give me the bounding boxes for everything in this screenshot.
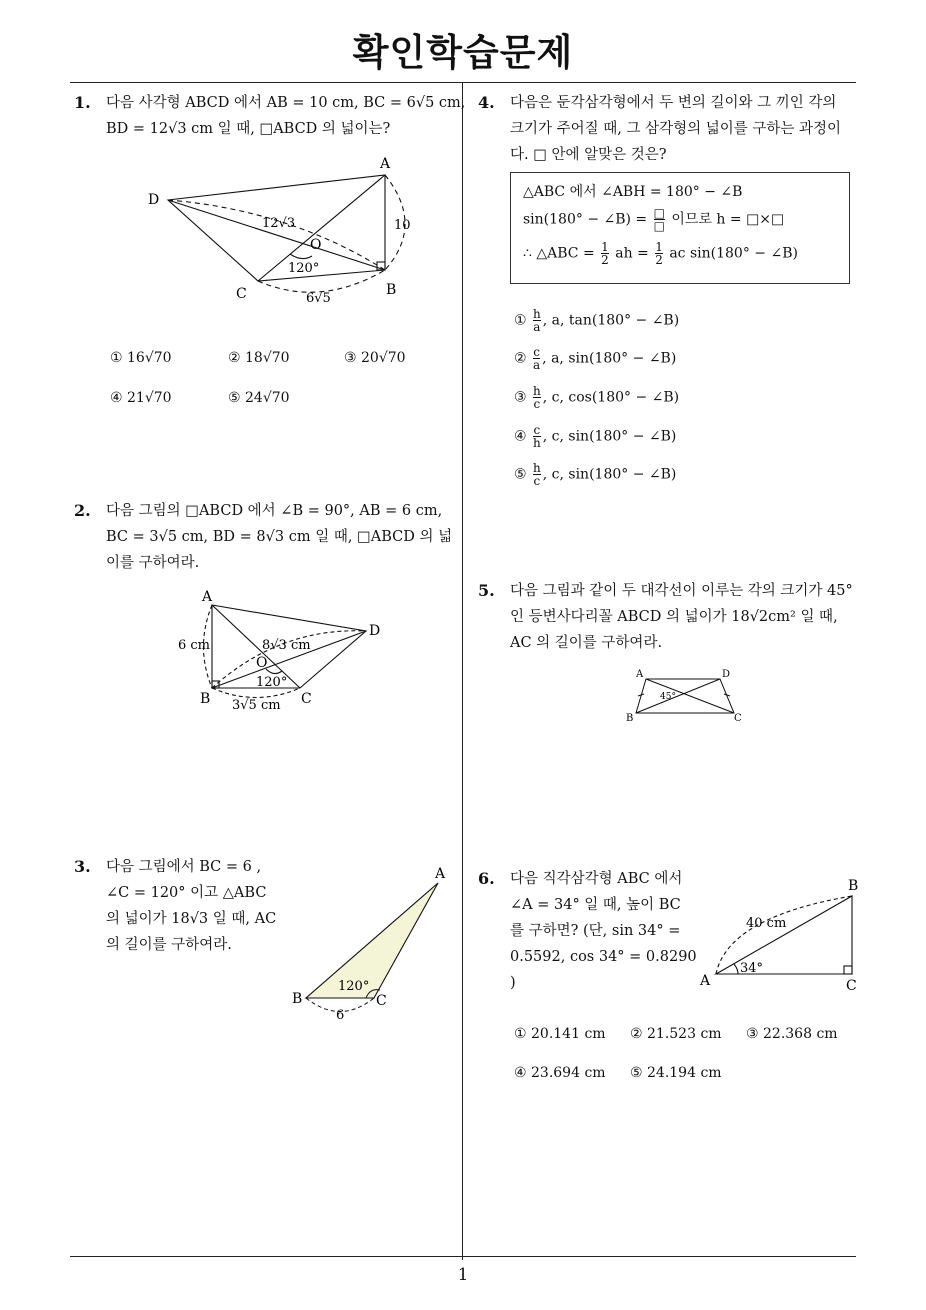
label-a: A: [636, 669, 644, 680]
label-c: C: [734, 713, 742, 724]
question-text-line: 다음은 둔각삼각형에서 두 변의 길이와 그 끼인 각의: [510, 95, 837, 111]
diagonal-bd: [168, 200, 385, 270]
page-title: 확인학습문제: [352, 31, 574, 74]
label-bd: 8√3 cm: [262, 638, 311, 653]
dim-arc-bc: [258, 270, 385, 292]
option-3[interactable]: ③ 22.368 cm: [746, 1026, 838, 1042]
option-1[interactable]: ① $\frac{h}{a}$ , a, tan(180° − ∠B): [514, 307, 680, 334]
label-b: B: [200, 691, 211, 707]
option-4[interactable]: ④ 23.694 cm: [514, 1065, 606, 1081]
label-a: A: [380, 156, 391, 172]
label-a: A: [202, 589, 213, 605]
half-fraction: $\frac{1}{2}$: [655, 240, 663, 267]
label-c: C: [236, 286, 247, 302]
top-rule: [70, 82, 856, 83]
question-text-line: BC = 3√5 cm, BD = 8√3 cm 일 때, □ABCD 의 넓: [106, 529, 453, 545]
derivation-box: [510, 172, 850, 284]
figure-q1-quadrilateral: [140, 150, 430, 310]
question-text-line: AC 의 길이를 구하여라.: [510, 635, 663, 651]
half-fraction: $\frac{1}{2}$: [601, 240, 609, 267]
box-line-2: sin(180° − ∠B) = $\frac{□}{□}$ 이므로 h = □×□: [523, 206, 785, 233]
label-a: A: [700, 973, 711, 989]
triangle-abc: [716, 896, 852, 974]
label-b: B: [626, 713, 634, 724]
question-text-line: 크기가 주어질 때, 그 삼각형의 넓이를 구하는 과정이: [510, 121, 842, 137]
label-a: A: [435, 866, 446, 882]
box-line-3: ∴ △ABC = $\frac{1}{2}$ ah = $\frac{1}{2}$ ac sin(180° − ∠B): [523, 240, 798, 267]
question-number: 6.: [478, 869, 495, 888]
trapezoid-outline: [636, 679, 734, 713]
question-text-line: 다음 그림에서 BC = 6 ,: [106, 859, 262, 875]
label-d: D: [148, 192, 160, 208]
question-number: 2.: [74, 501, 91, 520]
question-text-line: 이를 구하여라.: [106, 555, 200, 571]
question-text-line: ): [510, 975, 516, 991]
option-4[interactable]: ④ $\frac{c}{h}$ , c, sin(180° − ∠B): [514, 423, 677, 450]
label-bc: 3√5 cm: [232, 698, 281, 713]
label-ab: 6 cm: [178, 638, 211, 653]
question-text-line: 0.5592, cos 34° = 0.8290: [510, 949, 697, 965]
label-o: O: [310, 237, 322, 253]
label-c: C: [376, 993, 387, 1009]
question-text-line: 다음 직각삼각형 ABC 에서: [510, 871, 683, 887]
column-divider: [462, 82, 463, 1260]
right-angle-mark: [844, 966, 852, 974]
triangle-abc: [306, 883, 438, 998]
question-text-line: ∠A = 34° 일 때, 높이 BC: [510, 897, 681, 913]
label-c: C: [846, 978, 857, 994]
option-4[interactable]: ④ 21√70: [110, 390, 172, 406]
question-text-line: 다음 사각형 ABCD 에서 AB = 10 cm, BC = 6√5 cm,: [106, 95, 466, 111]
question-number: 5.: [478, 581, 495, 600]
question-text-line: 의 넓이가 18√3 일 때, AC: [106, 911, 277, 927]
label-angle: 120°: [256, 675, 288, 690]
figure-q2-quadrilateral: [170, 585, 400, 715]
question-text-line: BD = 12√3 cm 일 때, □ABCD 의 넓이는?: [106, 121, 391, 137]
label-o: O: [256, 655, 268, 671]
label-angle: 120°: [288, 261, 320, 276]
figure-q3-triangle: [290, 860, 460, 1030]
question-text-line: 의 길이를 구하여라.: [106, 937, 232, 953]
question-text-line: 다음 그림의 □ABCD 에서 ∠B = 90°, AB = 6 cm,: [106, 503, 443, 519]
option-1[interactable]: ① 20.141 cm: [514, 1026, 606, 1042]
label-bd: 12√3: [262, 216, 296, 231]
page-number: 1: [457, 1265, 469, 1285]
label-angle: 45°: [660, 692, 676, 702]
option-5[interactable]: ⑤ 24√70: [228, 390, 290, 406]
label-b: B: [292, 991, 303, 1007]
label-angle: 120°: [338, 979, 370, 994]
option-1[interactable]: ① 16√70: [110, 350, 172, 366]
option-2[interactable]: ② 21.523 cm: [630, 1026, 722, 1042]
question-number: 3.: [74, 857, 91, 876]
label-bc: 6√5: [306, 291, 331, 306]
question-text-line: 다음 그림과 같이 두 대각선이 이루는 각의 크기가 45°: [510, 583, 853, 599]
option-3[interactable]: ③ 20√70: [344, 350, 406, 366]
question-text-line: 를 구하면? (단, sin 34° =: [510, 923, 681, 939]
label-ab: 40 cm: [746, 916, 787, 931]
option-2[interactable]: ② $\frac{c}{a}$ , a, sin(180° − ∠B): [514, 345, 677, 372]
box-line-1: △ABC 에서 ∠ABH = 180° − ∠B: [523, 184, 743, 200]
label-angle: 34°: [740, 961, 764, 976]
blank-fraction[interactable]: $\frac{□}{□}$: [653, 206, 665, 233]
question-text-line: ∠C = 120° 이고 △ABC: [106, 885, 267, 901]
angle-arc: [266, 669, 282, 674]
angle-arc: [734, 964, 738, 974]
label-c: C: [301, 691, 312, 707]
label-b: B: [386, 282, 397, 298]
angle-arc: [290, 254, 312, 259]
question-text-line: 인 등변사다리꼴 ABCD 의 넓이가 18√2cm² 일 때,: [510, 609, 838, 625]
option-5[interactable]: ⑤ $\frac{h}{c}$ , c, sin(180° − ∠B): [514, 461, 677, 488]
bottom-rule: [70, 1256, 856, 1257]
question-number: 1.: [74, 93, 91, 112]
option-3[interactable]: ③ $\frac{h}{c}$ , c, cos(180° − ∠B): [514, 384, 680, 411]
option-5[interactable]: ⑤ 24.194 cm: [630, 1065, 722, 1081]
figure-q6-right-triangle: [698, 872, 868, 997]
question-text-line: 다. □ 안에 알맞은 것은?: [510, 147, 667, 163]
question-number: 4.: [478, 93, 495, 112]
label-bc: 6: [336, 1008, 345, 1023]
label-d: D: [722, 669, 731, 680]
diagonal-bd: [636, 679, 720, 713]
option-2[interactable]: ② 18√70: [228, 350, 290, 366]
figure-q5-trapezoid: [622, 665, 752, 730]
label-d: D: [369, 623, 381, 639]
label-ab: 10: [394, 218, 411, 233]
label-b: B: [848, 878, 859, 894]
